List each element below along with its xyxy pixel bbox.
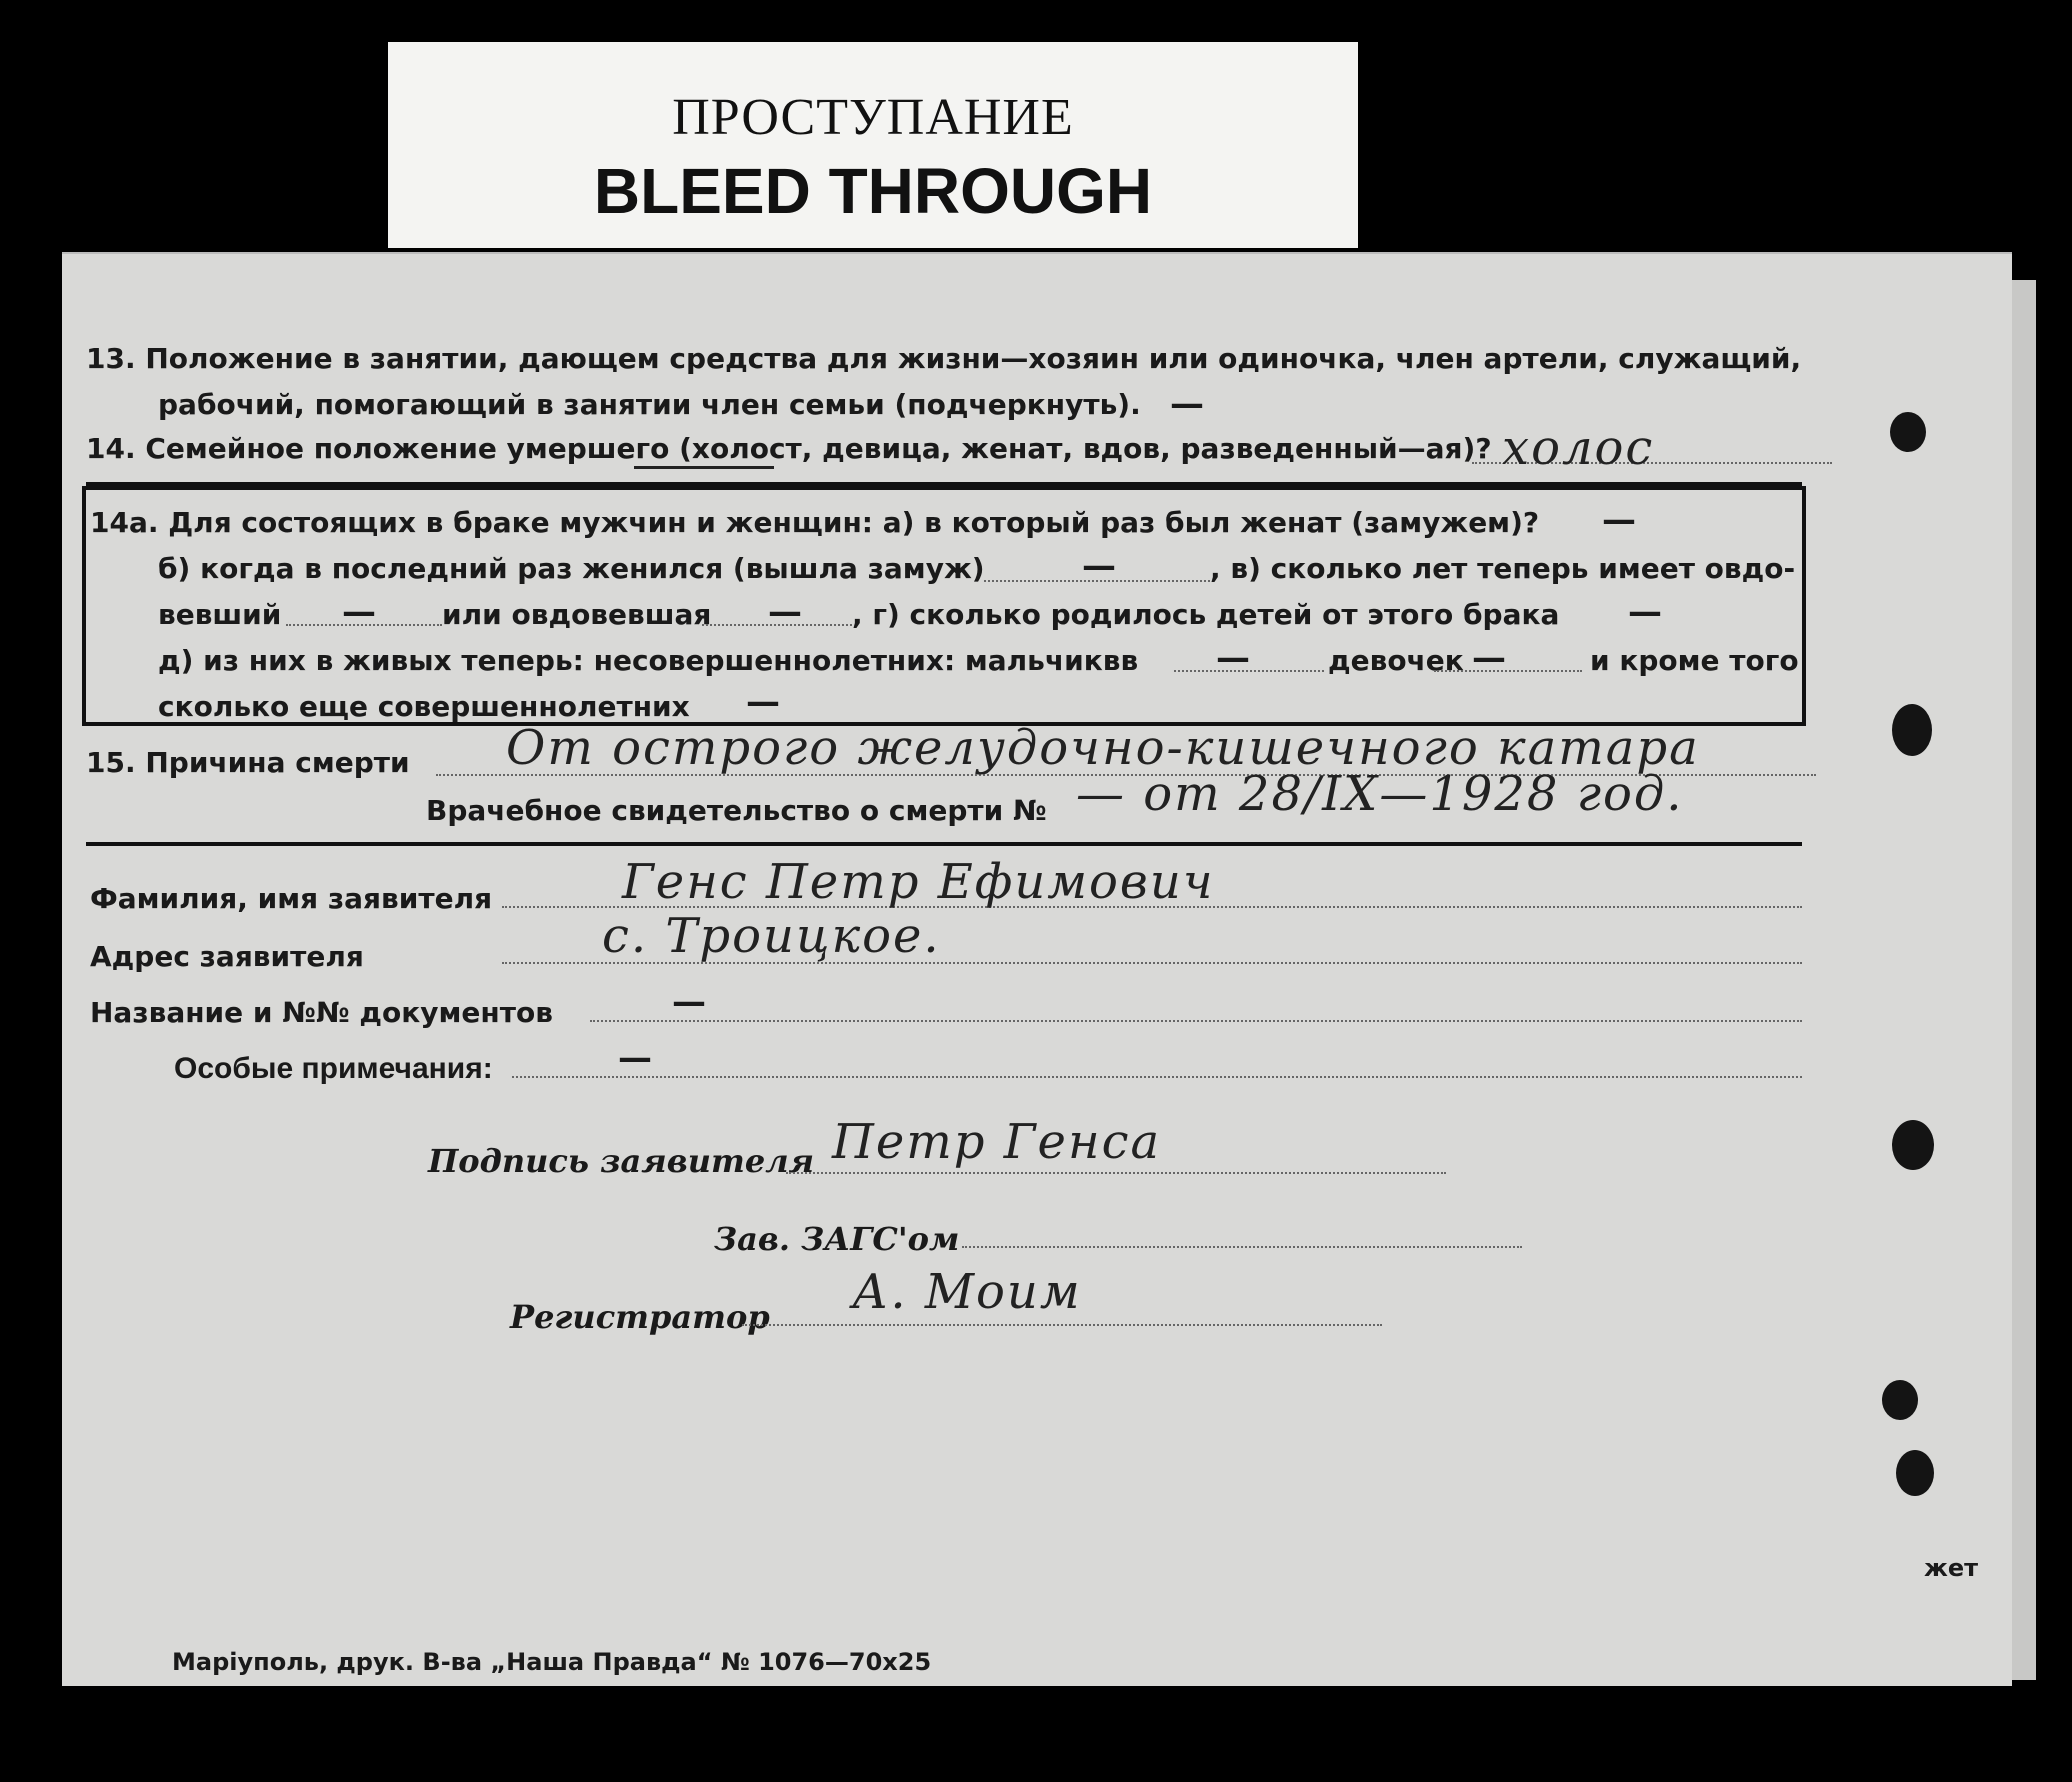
q14a-adults-answer: — [746, 682, 780, 722]
head-registry-line [962, 1246, 1522, 1248]
binding-hole [1890, 412, 1926, 452]
applicant-address-label: Адрес заявителя [90, 940, 364, 973]
applicant-signature-line [786, 1172, 1446, 1174]
applicant-notes-value: — [618, 1038, 652, 1078]
banner-english-title: BLEED THROUGH [593, 155, 1153, 227]
q14a-boys-answer: — [1216, 638, 1250, 678]
q14a-line1: 14а. Для состоящих в браке мужчин и женщин: а) в который раз был женат (замужем)? [90, 506, 1540, 539]
applicant-notes-line [512, 1076, 1802, 1078]
q14a-line3c: , г) сколько родилось детей от этого брака [852, 598, 1560, 631]
q14a-line5: сколько еще совершеннолетних [158, 690, 690, 723]
edge-text-fragment: жет [1924, 1554, 1979, 1582]
bleed-through-banner [388, 42, 1358, 248]
q14-underline [634, 466, 774, 469]
q14a-line3b: или овдовевшая [442, 598, 712, 631]
binding-hole [1882, 1380, 1918, 1420]
q14-question: 14. Семейное положение умершего (холост, девица, женат, вдов, разведенный—ая)? [86, 432, 1492, 465]
registrar-line [742, 1324, 1382, 1326]
q15-cert-answer: — от 28/IX—1928 год. [1076, 766, 1684, 822]
q14a-girls-line [1434, 670, 1582, 672]
applicant-docs-line [590, 1020, 1802, 1022]
q14a-line2b: , в) сколько лет теперь имеет овдо- [1210, 552, 1796, 585]
q15-cert-label: Врачебное свидетельство о смерти № [426, 794, 1047, 827]
q14-answer: холос [1502, 420, 1655, 476]
q14a-widower-answer: — [342, 592, 376, 632]
q14a-line4c: и кроме того [1590, 644, 1799, 677]
q14a-children-answer: — [1628, 592, 1662, 632]
banner-russian-title: ПРОСТУПАНИЕ [672, 89, 1074, 146]
death-record-form [62, 252, 2012, 1686]
applicant-notes-label: Особые примечания: [174, 1052, 493, 1085]
registrar-label: Регистратор [510, 1298, 770, 1336]
q15-answer: От острого желудочно-кишечного катара [506, 720, 1700, 776]
registrar-signature: А. Моим [852, 1264, 1082, 1320]
applicant-address-value: с. Троицкое. [602, 908, 941, 964]
q14a-line3a: вевший [158, 598, 282, 631]
q14a-answer-a: — [1602, 500, 1636, 540]
q13-answer: — [1170, 384, 1204, 424]
applicant-divider [86, 842, 1802, 846]
q14a-line2a: б) когда в последний раз женился (вышла замуж) [158, 552, 985, 585]
q13-line2: рабочий, помогающий в занятии член семьи (подчеркнуть). [158, 388, 1141, 421]
q14a-line4a: д) из них в живых теперь: несовершеннолетних: мальчиквв [158, 644, 1139, 677]
q14a-answer-b: — [1082, 546, 1116, 586]
head-registry-label: Зав. ЗАГС'ом [714, 1220, 960, 1258]
applicant-signature: Петр Генса [832, 1114, 1162, 1170]
binding-hole [1896, 1450, 1934, 1496]
q13-line1: 13. Положение в занятии, дающем средства для жизни—хозяин или одиночка, член артели, служащий, [86, 342, 1802, 375]
applicant-docs-value: — [672, 982, 706, 1022]
underlying-page-edge [2012, 280, 2036, 1680]
q14a-girls-answer: — [1472, 638, 1506, 678]
binding-hole [1892, 1120, 1934, 1170]
q14a-line4b: девочек [1328, 644, 1464, 677]
applicant-name-label: Фамилия, имя заявителя [90, 882, 493, 915]
q15-label: 15. Причина смерти [86, 746, 410, 779]
binding-hole [1892, 704, 1932, 756]
printer-imprint: Мaріуполь, друк. В-ва „Наша Правда“ № 1076—70х25 [172, 1648, 932, 1676]
applicant-signature-label: Подпись заявителя [428, 1142, 815, 1180]
q14a-widow-answer: — [768, 592, 802, 632]
applicant-docs-label: Название и №№ документов [90, 996, 553, 1029]
applicant-name-value: Генс Петр Ефимович [622, 854, 1215, 910]
